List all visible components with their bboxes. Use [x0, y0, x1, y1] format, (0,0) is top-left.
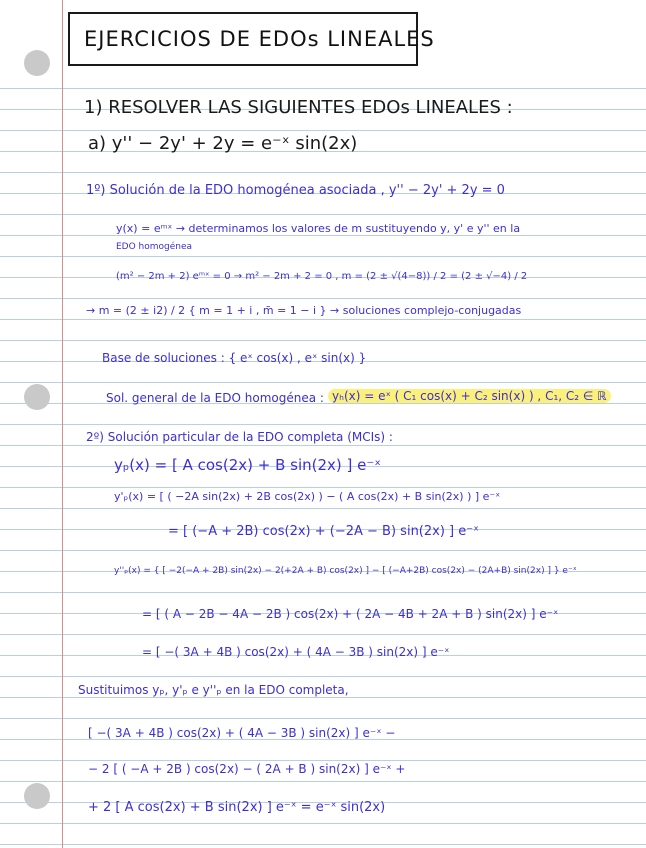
item-a-equation: a) y'' − 2y' + 2y = e⁻ˣ sin(2x) [88, 133, 358, 154]
complex-roots: → m = (2 ± i2) / 2 { m = 1 + i , m̄ = 1 − i } → soluciones complejo-conjugadas [86, 304, 522, 317]
yp-second-derivative: y''ₚ(x) = { [ −2(−A + 2B) sin(2x) − 2(+2A + B) cos(2x) ] − [ (−A+2B) cos(2x) − (2A+B) sin(2x) ] } e⁻ˣ [114, 566, 577, 576]
punch-hole-top [24, 50, 50, 76]
title-box [68, 12, 435, 66]
solution-base: Base de soluciones : { eˣ cos(x) , eˣ sin(x) } [102, 351, 367, 365]
step2-heading: 2º) Solución particular de la EDO completa (MCIs) : [86, 430, 393, 444]
substitution-note: Sustituimos yₚ, y'ₚ e y''ₚ en la EDO completa, [78, 683, 349, 697]
general-solution-label: Sol. general de la EDO homogénea : [106, 391, 324, 405]
equation-line-2: − 2 [ ( −A + 2B ) cos(2x) − ( 2A + B ) sin(2x) ] e⁻ˣ + [88, 762, 406, 776]
yp-first-derivative: y'ₚ(x) = [ ( −2A sin(2x) + 2B cos(2x) ) − ( A cos(2x) + B sin(2x) ) ] e⁻ˣ [114, 490, 501, 503]
general-solution-highlight: yₕ(x) = eˣ ( C₁ cos(x) + C₂ sin(x) ) , C₁, C₂ ∈ ℝ [328, 389, 611, 403]
punch-hole-middle [24, 384, 50, 410]
punch-hole-bottom [24, 783, 50, 809]
page-title: EJERCICIOS DE EDOs LINEALES [84, 27, 435, 51]
trial-solution: y(x) = eᵐˣ → determinamos los valores de m sustituyendo y, y' e y'' en la [116, 222, 521, 235]
characteristic-equation: (m² − 2m + 2) eᵐˣ = 0 → m² − 2m + 2 = 0 , m = (2 ± √(4−8)) / 2 = (2 ± √−4) / 2 [116, 271, 528, 282]
yp-definition: yₚ(x) = [ A cos(2x) + B sin(2x) ] e⁻ˣ [114, 456, 381, 474]
equation-line-3: + 2 [ A cos(2x) + B sin(2x) ] e⁻ˣ = e⁻ˣ sin(2x) [88, 800, 386, 815]
step1-heading: 1º) Solución de la EDO homogénea asociada , y'' − 2y' + 2y = 0 [86, 183, 505, 198]
exercise-statement: 1) RESOLVER LAS SIGUIENTES EDOs LINEALES : [84, 97, 513, 118]
yp-second-derivative-expanded: = [ ( A − 2B − 4A − 2B ) cos(2x) + ( 2A − 4B + 2A + B ) sin(2x) ] e⁻ˣ [142, 607, 559, 621]
trial-solution-cont: EDO homogénea [116, 242, 193, 252]
yp-second-derivative-simplified: = [ −( 3A + 4B ) cos(2x) + ( 4A − 3B ) sin(2x) ] e⁻ˣ [142, 645, 450, 659]
margin-line [62, 0, 63, 848]
yp-first-derivative-simplified: = [ (−A + 2B) cos(2x) + (−2A − B) sin(2x) ] e⁻ˣ [168, 524, 479, 539]
equation-line-1: [ −( 3A + 4B ) cos(2x) + ( 4A − 3B ) sin(2x) ] e⁻ˣ − [88, 726, 396, 740]
